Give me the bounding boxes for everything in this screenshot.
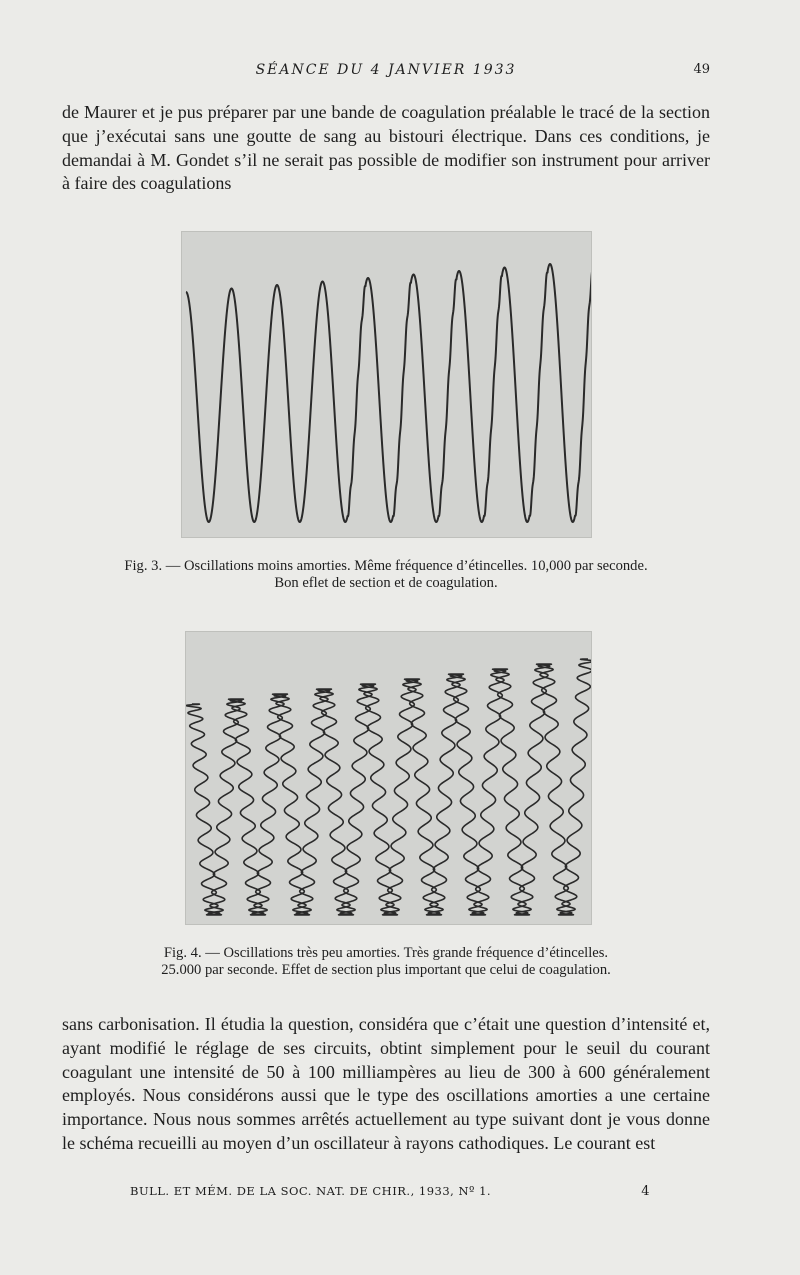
figure-4-caption-line-1: Fig. 4. — Oscillations très peu amorties. Très grande fréquence d’étincelles. [163,945,609,961]
body-paragraph: de Maurer et je pus préparer par une bande de coagulation préalable le tracé de la section que j’exécutai sans une goutte de sang au bistouri électrique. Dans ces conditions, je demandai à M. Gondet s’il ne serait pas possible de modifier son instrument pour arriver à faire des coagulations [62,102,710,194]
figure-3-caption-line-2: Bon eflet de section et de coagulation. [274,575,498,591]
body-paragraph-continued: sans carbonisation. Il étudia la question, considéra que c’était une question d’intensité et, ayant modifié le réglage de ses circuits, obtint simplement pour le seuil du courant coagulant une intensité de 50 à 100 milliampères au lieu de 300 à 600 généralement employés. Nous considérons aussi que le type des oscillations amorties a une certaine importance. Nous nous sommes arrêtés actuellement au type suivant dont je vous donne le schéma recueilli au moyen d’un oscillateur à rayons cathodiques. Le courant est [62,1014,710,1153]
footer-citation: BULL. ET MÉM. DE LA SOC. NAT. DE CHIR., 1933, Nº 1. [130,1184,492,1198]
oscillogram-undamped-image [186,632,591,924]
page-footer [130,1184,650,1202]
coil-trace [186,659,591,915]
figure-4-caption-line-2: 25.000 par seconde. Effet de section plus important que celui de coagulation. [161,962,611,978]
running-head [62,62,710,82]
oscillogram-damped-image [182,232,591,537]
figure-3-caption-line-1: Fig. 3. — Oscillations moins amorties. Même fréquence d’étincelles. 10,000 par seconde. [124,558,648,574]
figure-3-oscillogram [181,231,592,538]
signature-mark: 4 [641,1184,650,1199]
running-title: SÉANCE DU 4 JANVIER 1933 [255,62,517,78]
figure-4-oscillogram [185,631,592,925]
figure-3-caption [62,558,710,592]
page-number: 49 [693,62,710,77]
figure-4-caption [62,945,710,979]
oscillation-trace [186,261,591,523]
